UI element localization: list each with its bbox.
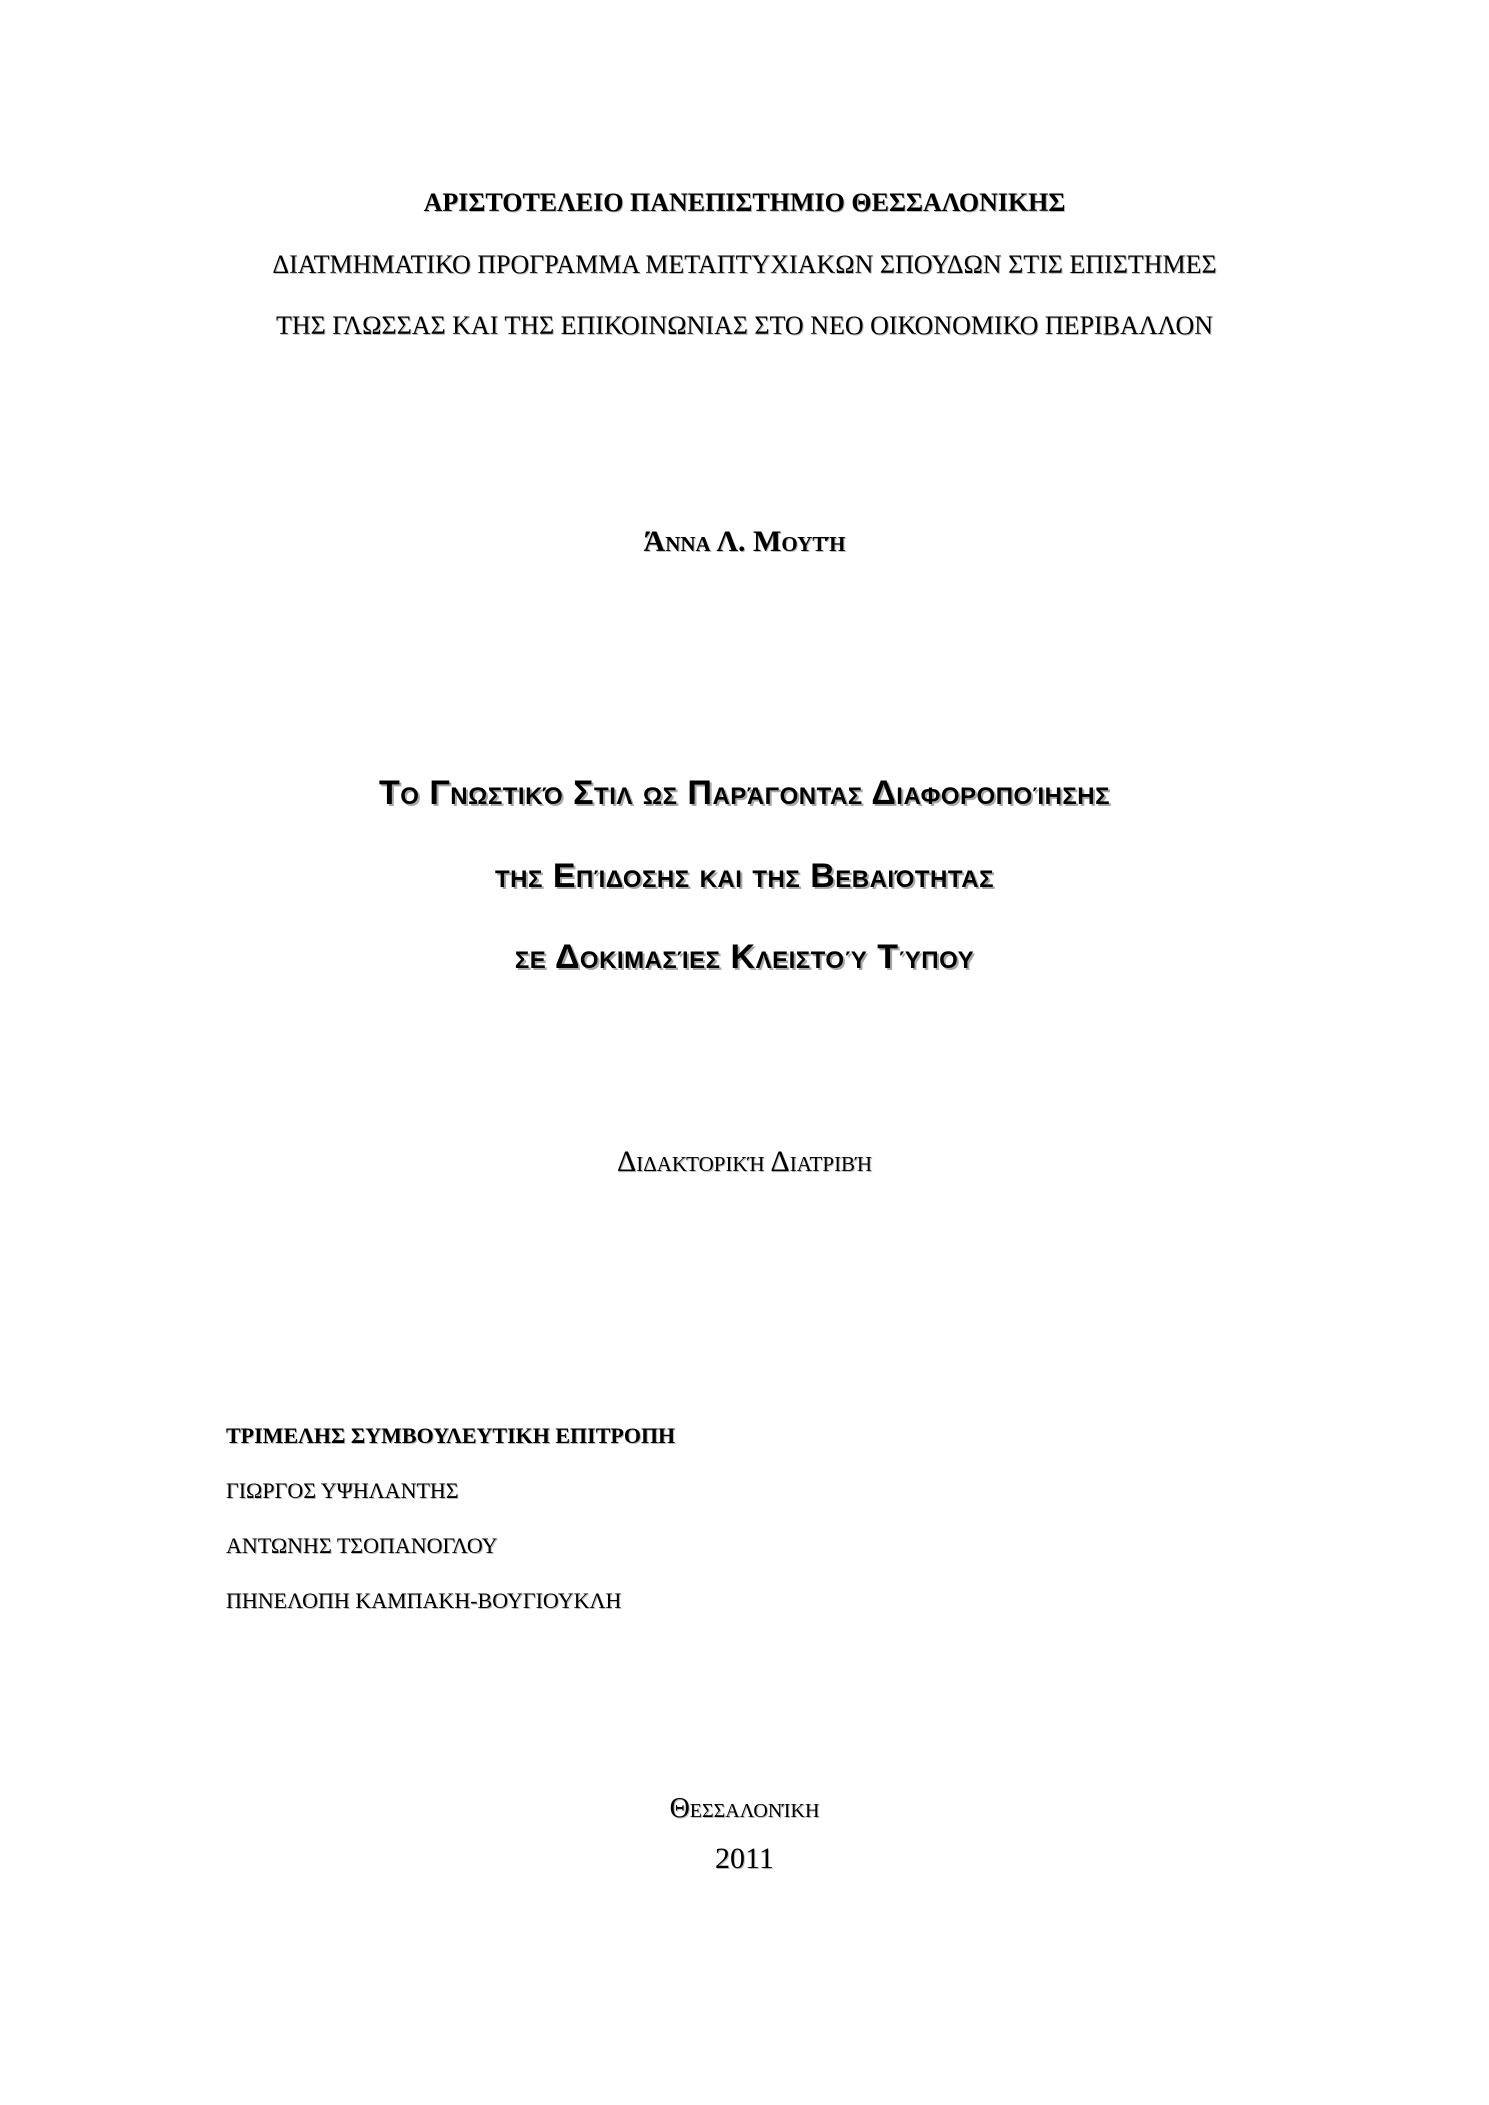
program-line-2: ΤΗΣ ΓΛΩΣΣΑΣ ΚΑΙ ΤΗΣ ΕΠΙΚΟΙΝΩΝΙΑΣ ΣΤΟ ΝΕΟ ΟΙΚΟΝΟΜΙΚΟ ΠΕΡΙΒΑΛΛΟΝ [276,311,1213,340]
thesis-title-line-3: σε Δοκιμασίες Κλειστού Τύπου [514,938,975,976]
city: Θεσσαλονίκη [669,1793,820,1824]
committee-member: ΓΙΩΡΓΟΣ ΥΨΗΛΑΝΤΗΣ [226,1478,459,1503]
committee-member: ΑΝΤΩΝΗΣ ΤΣΟΠΑΝΟΓΛΟΥ [226,1533,498,1558]
author-name: Άννα Λ. Μουτή [643,525,846,558]
advisory-committee [226,1425,1126,1612]
year: 2011 [715,1842,774,1875]
document-type: Διδακτορική Διατριβή [616,1145,873,1178]
committee-heading: ΤΡΙΜΕΛΗΣ ΣΥΜΒΟΥΛΕΥΤΙΚΗ ΕΠΙΤΡΟΠΗ [226,1423,676,1448]
program-line-1: ΔΙΑΤΜΗΜΑΤΙΚΟ ΠΡΟΓΡΑΜΜΑ ΜΕΤΑΠΤΥΧΙΑΚΩΝ ΣΠΟΥΔΩΝ ΣΤΙΣ ΕΠΙΣΤΗΜΕΣ [272,250,1217,279]
thesis-title-line-2: της Επίδοσης και της Βεβαιότητας [495,857,994,895]
university-name: ΑΡΙΣΤΟΤΕΛΕΙΟ ΠΑΝΕΠΙΣΤΗΜΙΟ ΘΕΣΣΑΛΟΝΙΚΗΣ [423,188,1066,217]
committee-member: ΠΗΝΕΛΟΠΗ ΚΑΜΠΑΚΗ-ΒΟΥΓΙΟΥΚΛΗ [226,1588,622,1613]
thesis-title-line-1: Το Γνωστικό Στιλ ως Παράγοντας Διαφοροποίησης [378,774,1111,812]
